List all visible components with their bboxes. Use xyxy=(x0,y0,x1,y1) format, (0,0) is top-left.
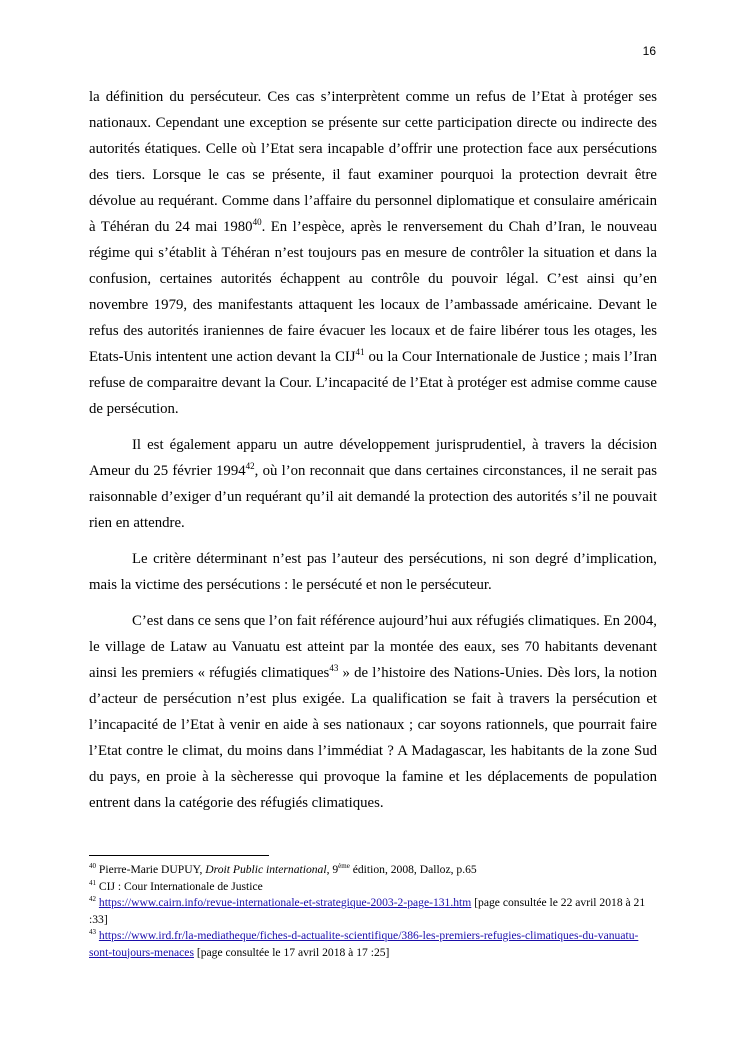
footnote-reference: 41 xyxy=(89,878,96,887)
text-run: Il est également apparu un autre développement jurisprudentiel, à travers la décision Ameur du 25 février 1994 xyxy=(89,437,657,479)
text-run: C’est dans ce sens que l’on fait référence aujourd’hui aux réfugiés climatiques. En 2004, le village de Lataw au Vanuatu est atteint par la montée des eaux, ses 70 habitants devenant ainsi les premiers « réfugiés climatiques xyxy=(89,613,657,681)
body-text xyxy=(89,84,657,826)
footnote xyxy=(89,928,657,961)
page-number: 16 xyxy=(642,44,656,58)
text-run: ou la Cour Internationale de Justice ; mais l’Iran refuse de comparaitre devant la Cour. L’incapacité de l’Etat à protéger est admise comme cause de persécution. xyxy=(89,349,657,417)
paragraph xyxy=(89,84,657,422)
paragraph xyxy=(89,546,657,598)
footnote xyxy=(89,879,657,896)
footnote-separator xyxy=(89,855,269,856)
footnote-reference: 43 xyxy=(89,928,96,937)
text-run: » de l’histoire des Nations-Unies. Dès lors, la notion d’acteur de persécution n’est plus exigée. La qualification se fait à travers la persécution et l’incapacité de l’Etat à venir en aide à ses nationaux ; car soyons rationnels, que pourrait faire l’Etat contre le climat, du moins dans l’immédiat ? A Madagascar, les habitants de la zone Sud du pays, en proie à la sècheresse qui provoque la famine et les déplacements de population entrent dans la catégorie des réfugiés climatiques. xyxy=(89,665,657,811)
footnote-reference: 42 xyxy=(89,895,96,904)
paragraph xyxy=(89,608,657,816)
text-run: , où l’on reconnait que dans certaines circonstances, il ne serait pas raisonnable d’exiger d’un requérant qu’il ait demandé la protection des autorités s’il ne pouvait rien en attendre. xyxy=(89,463,657,531)
footnote-reference: 42 xyxy=(245,461,255,472)
paragraph xyxy=(89,432,657,536)
footnote xyxy=(89,862,657,879)
footnote-link[interactable]: https://www.cairn.info/revue-internationale-et-strategique-2003-2-page-131.htm xyxy=(98,896,472,909)
text-run: [page consultée le 22 avril 2018 à 21 :33] xyxy=(89,896,646,926)
text-run: , 9 xyxy=(326,863,339,876)
footnote-reference: ème xyxy=(338,862,350,871)
text-run: Pierre-Marie DUPUY, xyxy=(96,863,206,876)
text-run: la définition du persécuteur. Ces cas s’interprètent comme un refus de l’Etat à protéger ses nationaux. Cependant une exception se présente sur cette participation directe ou indirecte des autorités étatiques. Celle où l’Etat sera incapable d’offrir une protection face aux persécutions des tiers. Lorsque le cas se présente, il faut examiner pourquoi la protection devrait être dévolue au requérant. Comme dans l’affaire du personnel diplomatique et consulaire américain à Téhéran du 24 mai 1980 xyxy=(89,89,657,235)
footnote-reference: 40 xyxy=(89,862,96,871)
text-run: CIJ : Cour Internationale de Justice xyxy=(96,879,263,893)
footnote-reference: 41 xyxy=(355,347,365,358)
text-run: . En l’espèce, après le renversement du Chah d’Iran, le nouveau régime qui s’établit à Téhéran n’est toujours pas en mesure de contrôler la situation et dans la confusion, certaines autorités échappent au contrôle du pouvoir légal. C’est ainsi qu’en novembre 1979, des manifestants attaquent les locaux de l’ambassade américaine. Devant le refus des autorités iraniennes de faire évacuer les locaux et de faire libérer tous les otages, les Etats-Unis intentent une action devant la CIJ xyxy=(89,219,658,365)
footnotes xyxy=(89,862,657,961)
footnote-reference: 40 xyxy=(252,217,262,228)
text-run: [page consultée le 17 avril 2018 à 17 :25] xyxy=(193,945,390,959)
text-run: édition, 2008, Dalloz, p.65 xyxy=(349,863,477,876)
italic-title: Droit Public international xyxy=(205,863,327,876)
text-run: Le critère déterminant n’est pas l’auteur des persécutions, ni son degré d’implication, mais la victime des persécutions : le persécuté et non le persécuteur. xyxy=(89,551,657,593)
footnote-reference: 43 xyxy=(329,663,339,674)
footnote xyxy=(89,895,657,928)
footnote-link[interactable]: https://www.ird.fr/la-mediatheque/fiches-d-actualite-scientifique/386-les-premiers-refugies-climatiques-du-vanuatu-sont-toujours-menaces xyxy=(89,929,639,959)
